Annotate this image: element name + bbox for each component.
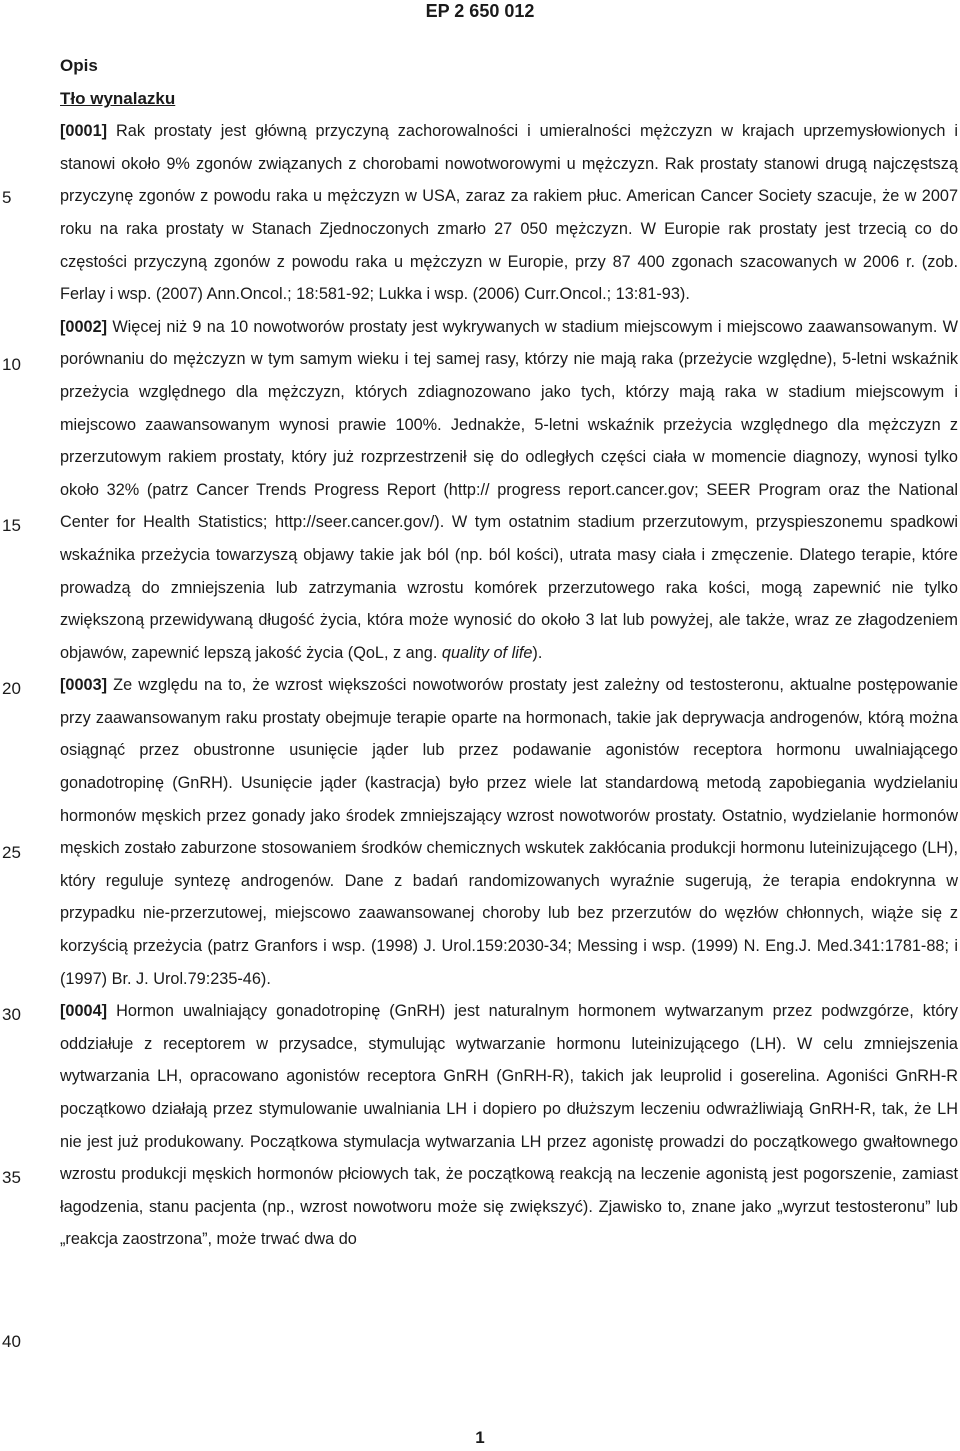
paragraph-number: [0003]: [60, 676, 108, 695]
line-number: 20: [2, 679, 21, 698]
page-number: 1: [475, 1428, 485, 1447]
section-title: Opis: [60, 56, 98, 75]
paragraph-0002: [60, 311, 958, 670]
document-body: [60, 50, 958, 1256]
line-number: 10: [2, 355, 21, 374]
paragraph-number: [0001]: [60, 122, 108, 141]
line-number: 15: [2, 516, 21, 535]
paragraph-text: Hormon uwalniający gonadotropinę (GnRH) jest naturalnym hormonem wytwarzanym przez podwzgórze, który oddziałuje z receptorem w przysadce, stymulując wytwarzanie hormonu luteinizującego (LH). W celu zmniejszenia wytwarzania LH, opracowano agonistów receptora GnRH (GnRH-R), takich jak leuprolid i goserelina. Agoniści GnRH-R początkowo działają przez stymulowanie uwalniania LH i dopiero po dłuższym leczeniu odwrażliwiają GnRH-R, tak, że LH nie jest już produkowany. Początkowa stymulacja wytwarzania LH przez agonistę prowadzi do początkowego gwałtownego wzrostu produkcji męskich hormonów płciowych tak, że początkową reakcją na leczenie agonistą jest pogorszenie, zamiast łagodzenia, stanu pacjenta (np., wzrost nowotworu może się zwiększyć). Zjawisko to, znane jako „wyrzut testosteronu” lub „reakcja zaostrzona”, może trwać dwa do: [60, 1002, 958, 1249]
paragraph-text: Więcej niż 9 na 10 nowotworów prostaty jest wykrywanych w stadium miejscowym i miejscowo zaawansowanym. W porównaniu do mężczyzn w tym samym wieku i tej samej rasy, którzy nie mają raka (przeżycie względne), 5-letni wskaźnik przeżycia względnego dla mężczyzn, których zdiagnozowano jako tych, którzy mają raka w stadium miejscowym i miejscowo zaawansowanym wynosi prawie 100%. Jednakże, 5-letni wskaźnik przeżycia względnego dla mężczyzn z przerzutowym rakiem prostaty, który już rozprzestrzenił się do odległych części ciała w momencie diagnozy, wynosi tylko około 32% (patrz Cancer Trends Progress Report (http:// progress report.cancer.gov; SEER Program oraz the National Center for Health Statistics; http://seer.cancer.gov/). W tym ostatnim stadium przerzutowym, przyspieszonemu spadkowi wskaźnika przeżycia towarzyszą objawy takie jak ból (np. ból kości), utrata masy ciała i zmęczenie. Dlatego terapie, które prowadzą do zmniejszenia lub zatrzymania wzrostu komórek przerzutowego raka kości, mogą zapewnić nie tylko zwiększoną przewidywaną długość życia, która może wynosić do około 3 lat lub powyżej, ale także, wraz ze złagodzeniem objawów, zapewnić lepszą jakość życia (QoL, z ang.: [60, 317, 958, 662]
paragraph-0004: [60, 995, 958, 1256]
line-number: 25: [2, 843, 21, 862]
paragraph-number: [0002]: [60, 317, 108, 336]
paragraph-number: [0004]: [60, 1002, 108, 1021]
document-number-header: EP 2 650 012: [425, 1, 535, 21]
paragraph-italic-text: quality of life: [441, 643, 533, 662]
paragraph-text: Ze względu na to, że wzrost większości nowotworów prostaty jest zależny od testosteronu, aktualne postępowanie przy zaawansowanym raku prostaty obejmuje terapie oparte na hormonach, takie jak deprywacja androgenów, którą można osiągnąć przez obustronne usunięcie jąder lub przez podawanie agonistów receptora hormonu uwalniającego gonadotropinę (GnRH). Usunięcie jąder (kastracja) było przez wiele lat standardową metodą zapobiegania wydzielaniu hormonów męskich przez gonady jako środek zmniejszający wzrost nowotworów prostaty. Ostatnio, wydzielanie hormonów męskich zostało zaburzone stosowaniem środków chemicznych wskutek zakłócania produkcji hormonu luteinizującego (LH), który reguluje syntezę androgenów. Dane z badań randomizowanych wyraźnie sugerują, że terapia endokrynna w przypadku nie-przerzutowej, miejscowo zaawansowanej choroby lub bez przerzutów do węzłów chłonnych, wiąże się z korzyścią przeżycia (patrz Granfors i wsp. (1998) J. Urol.159:2030-34; Messing i wsp. (1999) N. Eng.J. Med.341:1781-88; i (1997) Br. J. Urol.79:235-46).: [60, 676, 959, 988]
paragraph-0003: [60, 669, 958, 995]
line-number: 35: [2, 1168, 21, 1187]
paragraph-text: Rak prostaty jest główną przyczyną zachorowalności i umieralności mężczyzn w krajach uprzemysłowionych i stanowi około 9% zgonów związanych z chorobami nowotworowymi u mężczyzn. Rak prostaty stanowi drugą najczęstszą przyczynę zgonów z powodu raka u mężczyzn w USA, zaraz za rakiem płuc. American Cancer Society szacuje, że w 2007 roku na raka prostaty w Stanach Zjednoczonych zmarło 27 050 mężczyzn. W Europie rak prostaty jest trzecią co do częstości przyczyną zgonów z powodu raka u mężczyzn w Europie, przy 87 400 zgonach szacowanych w 2006 r. (zob. Ferlay i wsp. (2007) Ann.Oncol.; 18:581-92; Lukka i wsp. (2006) Curr.Oncol.; 13:81-93).: [60, 122, 958, 304]
paragraph-text-end: ).: [532, 643, 543, 662]
section-subtitle: Tło wynalazku: [60, 88, 176, 108]
paragraph-0001: [60, 115, 958, 311]
line-number: 40: [2, 1332, 21, 1351]
line-number-gutter: [0, 0, 40, 1451]
line-number: 5: [2, 188, 12, 207]
line-number: 30: [2, 1005, 21, 1024]
